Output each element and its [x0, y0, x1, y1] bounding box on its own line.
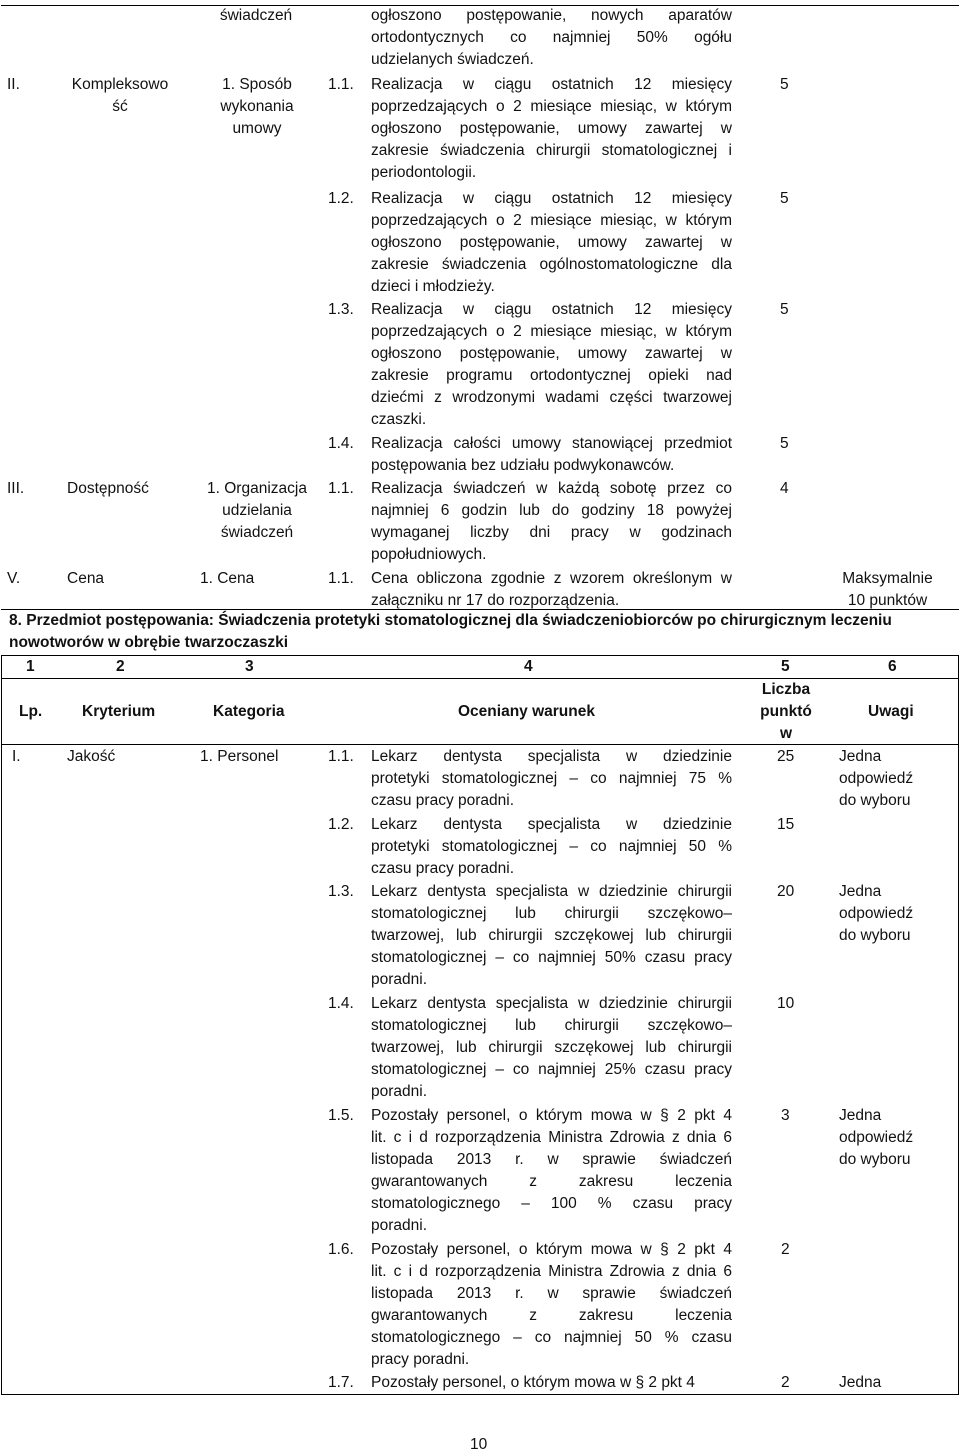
- warunek-text: [371, 433, 732, 477]
- warunek-line: stomatologicznego – co najmniej 50 % czasu: [371, 1329, 732, 1346]
- warunek-line: zakresie programu ortodontycznej opieki nad: [371, 367, 732, 384]
- row-points: 2: [781, 1374, 790, 1391]
- warunek-text: [371, 993, 732, 1103]
- kategoria-cont: świadczeń: [219, 7, 293, 24]
- row-kategoria: świadczeń: [220, 524, 294, 541]
- warunek-line: ogłoszono postępowanie, umowy zawartej w: [371, 234, 732, 251]
- row-number: 1.7.: [328, 1374, 354, 1391]
- row-number: 1.5.: [328, 1107, 354, 1124]
- header-uwagi: Uwagi: [868, 703, 914, 720]
- warunek-text: [371, 568, 732, 612]
- warunek-text: [371, 814, 732, 880]
- warunek-line: listopada 2013 r. w sprawie świadczeń: [371, 1285, 732, 1302]
- bottom-kryterium: Jakość: [67, 748, 116, 765]
- row-points: 3: [781, 1107, 790, 1124]
- warunek-line: stomatologicznego – 100 % czasu pracy: [371, 1195, 732, 1212]
- warunek-line: Cena obliczona zgodnie z wzorem określonym w: [371, 570, 732, 587]
- col-number-6: 6: [888, 658, 897, 675]
- warunek-line: poprzedzających o 2 miesiące miesiąc, w którym: [371, 323, 732, 340]
- warunek-line: poprzedzających o 2 miesiące miesiąc, w którym: [371, 98, 732, 115]
- warunek-text: [371, 1239, 732, 1371]
- warunek-line: lit. c i d rozporządzenia Ministra Zdrowia z dnia 6: [371, 1129, 732, 1146]
- warunek-line: ogłoszono postępowanie, umowy zawartej w: [371, 345, 732, 362]
- warunek-line: czasu pracy poradni.: [371, 860, 515, 877]
- warunek-line: najmniej 6 godzin lub do godziny 18 powyżej: [371, 502, 732, 519]
- warunek-line: periodontologii.: [371, 164, 477, 181]
- warunek-line: stomatologicznej – co najmniej 25% czasu pracy: [371, 1061, 732, 1078]
- warunek-line: postępowania bez udziału podwykonawców.: [371, 457, 675, 474]
- row-roman: III.: [7, 480, 25, 497]
- row-points: 5: [780, 190, 789, 207]
- warunek-line: protetyki stomatologicznej – co najmniej 50 %: [371, 838, 732, 855]
- warunek-text: [371, 1372, 732, 1394]
- row-uwagi: Jedna: [839, 1107, 882, 1124]
- row-points: 5: [780, 76, 789, 93]
- warunek-continuation: [371, 5, 732, 71]
- warunek-line: twarzowej, lub chirurgii szczękowej lub chirurgii: [371, 927, 732, 944]
- col-number-1: 1: [26, 658, 35, 675]
- col-number-4: 4: [524, 658, 533, 675]
- row-kryterium: ść: [112, 98, 128, 115]
- row-number: 1.2.: [328, 190, 354, 207]
- warunek-line: Realizacja w ciągu ostatnich 12 miesięcy: [371, 301, 732, 318]
- warunek-text: [371, 299, 732, 431]
- warunek-line: listopada 2013 r. w sprawie świadczeń: [371, 1151, 732, 1168]
- bottom-roman: I.: [12, 748, 21, 765]
- warunek-line: gwarantowanych z zakresu leczenia: [371, 1307, 732, 1324]
- warunek-line: Realizacja w ciągu ostatnich 12 miesięcy: [371, 76, 732, 93]
- row-uwagi: Jedna: [839, 883, 882, 900]
- warunek-line: protetyki stomatologicznej – co najmniej 75 %: [371, 770, 732, 787]
- warunek-text: [371, 74, 732, 184]
- rule-bottom: [1, 1394, 959, 1395]
- row-points: 5: [780, 301, 789, 318]
- warunek-line: ogłoszono postępowanie, nowych aparatów: [371, 7, 732, 24]
- row-points: 10: [777, 995, 795, 1012]
- warunek-text: [371, 188, 732, 298]
- section8-title: 8. Przedmiot postępowania: Świadczenia protetyki stomatologicznej dla świadczeniobiorców po chirurgicznym leczeniu: [9, 612, 892, 629]
- section8-subtitle: nowotworów w obrębie twarzoczaszki: [9, 634, 289, 651]
- warunek-line: Pozostały personel, o którym mowa w § 2 pkt 4: [371, 1241, 732, 1258]
- row-uwagi: Jedna: [839, 1374, 882, 1391]
- warunek-line: poradni.: [371, 971, 428, 988]
- warunek-line: zakresie świadczenia ogólnostomatologiczne dla: [371, 256, 732, 273]
- row-roman: V.: [7, 570, 21, 587]
- warunek-line: stomatologicznej lub chirurgii szczękowo–: [371, 905, 732, 922]
- row-uwagi: do wyboru: [839, 1151, 911, 1168]
- row-uwagi: Jedna: [839, 748, 882, 765]
- row-uwagi: odpowiedź: [839, 905, 914, 922]
- warunek-text: [371, 881, 732, 991]
- warunek-line: Realizacja całości umowy stanowiącej przedmiot: [371, 435, 732, 452]
- header-kryterium: Kryterium: [82, 703, 156, 720]
- row-kryterium: Cena: [67, 570, 105, 587]
- row-points: 5: [780, 435, 789, 452]
- row-kryterium: Dostępność: [67, 480, 149, 497]
- row-kategoria: umowy: [232, 120, 282, 137]
- row-points: Maksymalnie: [842, 570, 933, 587]
- row-uwagi: do wyboru: [839, 792, 911, 809]
- header-kategoria: Kategoria: [213, 703, 285, 720]
- warunek-line: Lekarz dentysta specjalista w dziedzinie: [371, 816, 732, 833]
- header-liczba-3: w: [779, 725, 793, 742]
- warunek-line: Realizacja w ciągu ostatnich 12 miesięcy: [371, 190, 732, 207]
- row-number: 1.1.: [328, 480, 354, 497]
- warunek-line: twarzowej, lub chirurgii szczękowej lub chirurgii: [371, 1039, 732, 1056]
- row-kategoria: wykonania: [220, 98, 294, 115]
- warunek-line: lit. c i d rozporządzenia Ministra Zdrowia z dnia 6: [371, 1263, 732, 1280]
- row-kryterium: Kompleksowo: [71, 76, 169, 93]
- row-number: 1.4.: [328, 435, 354, 452]
- warunek-line: Realizacja świadczeń w każdą sobotę przez co: [371, 480, 732, 497]
- warunek-line: zakresie świadczenia chirurgii stomatologicznej i: [371, 142, 732, 159]
- warunek-line: pracy poradni.: [371, 1351, 470, 1368]
- row-kategoria: 1. Cena: [200, 570, 255, 587]
- warunek-line: Pozostały personel, o którym mowa w § 2 pkt 4: [371, 1107, 732, 1124]
- header-oceniany-warunek: Oceniany warunek: [458, 703, 595, 720]
- warunek-line: poradni.: [371, 1083, 428, 1100]
- rule-left-bottom: [1, 745, 2, 1395]
- warunek-line: poprzedzających o 2 miesiące miesiąc, w którym: [371, 212, 732, 229]
- row-number: 1.3.: [328, 883, 354, 900]
- row-kategoria: 1. Sposób: [222, 76, 292, 93]
- warunek-line: Pozostały personel, o którym mowa w § 2 pkt 4: [371, 1374, 695, 1391]
- warunek-line: udzielanych świadczeń.: [371, 51, 534, 68]
- row-number: 1.1.: [328, 748, 354, 765]
- col-number-2: 2: [116, 658, 125, 675]
- warunek-line: stomatologicznej – co najmniej 50% czasu pracy: [371, 949, 732, 966]
- row-number: 1.1.: [328, 570, 354, 587]
- warunek-line: dzieci i młodzieży.: [371, 278, 495, 295]
- row-number: 1.4.: [328, 995, 354, 1012]
- warunek-line: ortodontycznych co najmniej 50% ogółu: [371, 29, 732, 46]
- warunek-text: [371, 746, 732, 812]
- row-number: 1.2.: [328, 816, 354, 833]
- page-number: 10: [470, 1436, 488, 1453]
- warunek-line: stomatologicznej lub chirurgii szczękowo–: [371, 1017, 732, 1034]
- row-number: 1.3.: [328, 301, 354, 318]
- warunek-line: wymaganej liczby dni pracy w godzinach: [371, 524, 732, 541]
- row-number: 1.6.: [328, 1241, 354, 1258]
- warunek-text: [371, 478, 732, 566]
- warunek-line: Lekarz dentysta specjalista w dziedzinie chirurgii: [371, 995, 732, 1012]
- row-uwagi: odpowiedź: [839, 770, 914, 787]
- warunek-line: załączniku nr 17 do rozporządzenia.: [371, 592, 620, 609]
- row-kategoria: 1. Organizacja: [207, 480, 307, 497]
- row-uwagi: do wyboru: [839, 927, 911, 944]
- warunek-line: czaszki.: [371, 411, 427, 428]
- warunek-line: popołudniowych.: [371, 546, 487, 563]
- bottom-kategoria: 1. Personel: [200, 748, 279, 765]
- warunek-text: [371, 1105, 732, 1237]
- warunek-line: Lekarz dentysta specjalista w dziedzinie chirurgii: [371, 883, 732, 900]
- col-number-3: 3: [245, 658, 254, 675]
- warunek-line: gwarantowanych z zakresu leczenia: [371, 1173, 732, 1190]
- rule-right-bottom: [958, 745, 959, 1395]
- warunek-line: dziećmi z wrodzonymi wadami części twarzowej: [371, 389, 732, 406]
- header-liczba-2: punktó: [760, 703, 812, 720]
- row-points: 2: [781, 1241, 790, 1258]
- row-points-2: 10 punktów: [847, 592, 928, 609]
- row-roman: II.: [7, 76, 20, 93]
- row-kategoria: udzielania: [222, 502, 292, 519]
- warunek-line: czasu pracy poradni.: [371, 792, 515, 809]
- row-points: 4: [780, 480, 789, 497]
- header-liczba-1: Liczba: [761, 681, 811, 698]
- row-uwagi: odpowiedź: [839, 1129, 914, 1146]
- header-lp: Lp.: [19, 703, 43, 720]
- col-number-5: 5: [781, 658, 790, 675]
- warunek-line: poradni.: [371, 1217, 428, 1234]
- warunek-line: ogłoszono postępowanie, umowy zawartej w: [371, 120, 732, 137]
- row-number: 1.1.: [328, 76, 354, 93]
- row-points: 20: [777, 883, 795, 900]
- warunek-line: Lekarz dentysta specjalista w dziedzinie: [371, 748, 732, 765]
- row-points: 15: [777, 816, 795, 833]
- row-points: 25: [777, 748, 795, 765]
